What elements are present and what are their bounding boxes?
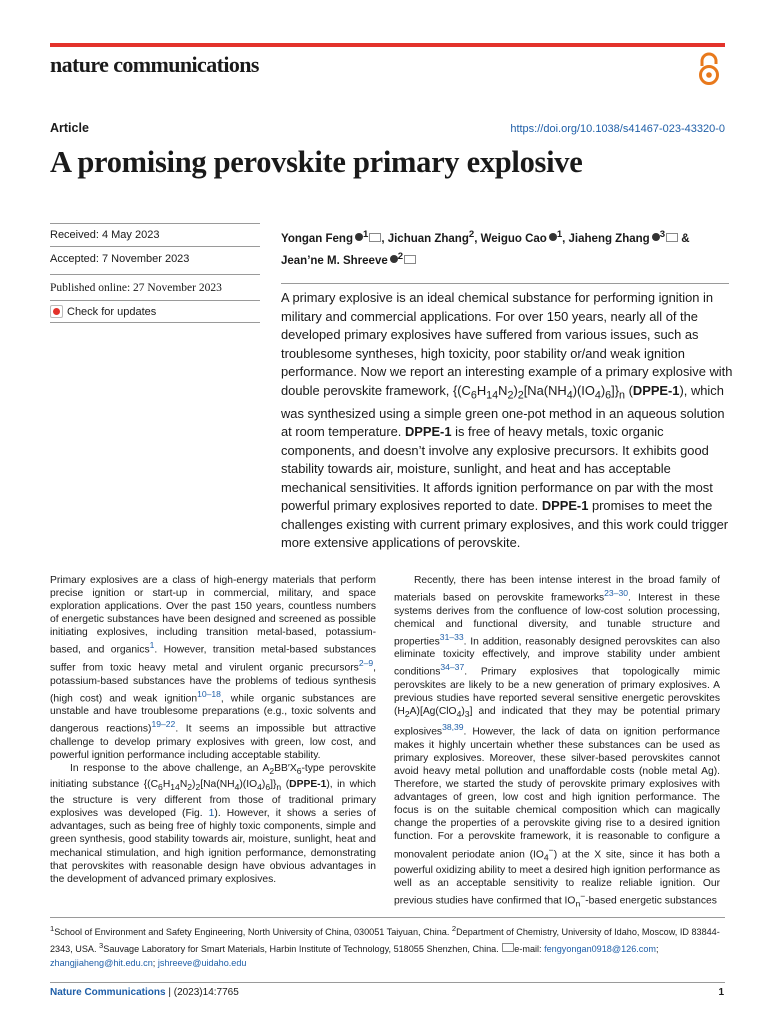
reference-link[interactable]: 19–22 [151,719,176,730]
doi-link[interactable]: https://doi.org/10.1038/s41467-023-43320-0 [510,123,725,135]
body-paragraph: In response to the above challenge, an $A_2BB'X_6$-type perovskite initiating substance $\{(C_6H_{14}N_2)_2[Na(NH_4)(IO_4)_6]\}_n$ (DPPE-1), in which the structure is very different from those of traditional primary explosives was developed (Fig. 1). However, it shows a series of advantages, such as being free of highly toxic components, simple and green synthesis, good stability towards air, moisture, sunlight, heat and mechanical stimulation, and high ignition performance, demonstrating that perovskites with reasonable design have obvious advantages in the development of advanced primary explosives. [50,762,376,885]
divider [50,917,725,918]
reference-link[interactable]: 23–30 [604,588,629,599]
orcid-icon[interactable] [652,233,660,241]
divider [50,246,260,247]
author-name[interactable]: , Weiguo Cao [474,232,547,245]
body-column-left [50,574,376,886]
orcid-icon[interactable] [549,233,557,241]
author-list: Yongan Feng $^1$ , Jichuan Zhang$^2$, Weiguo Cao $^1$, Jiaheng Zhang $^3$ & Jean’ne M. Shreeve $^2$ [281,229,690,267]
figure-link[interactable]: 1 [208,808,215,820]
footer-citation: | (2023)14:7765 [165,987,239,998]
accepted-date: Accepted: 7 November 2023 [50,253,190,265]
email-link[interactable]: zhangjiaheng@hit.edu.cn [50,958,153,969]
check-updates-icon [50,305,63,318]
page-number: 1 [718,987,724,998]
abstract: A primary explosive is an ideal chemical substance for performing ignition in military and commercial applications. For over 150 years, nearly all of the developed primary explosives have suffered from various issues, such as troublesome syntheses, high toxicity, poor stability or/and weak ignition performance. Now we report an interesting example of a primary explosive with double perovskite framework, $\{(C_6H_{14}N_2)_2[Na(NH_4)(IO_4)_6]\}_n$ (DPPE-1), which was synthesized using a simple green one-pot method in an aqueous solution at room temperature. DPPE-1 is free of heavy metals, toxic organic components, and doesn’t involve any explosive precursors. It exhibits good stability towards air, moisture, sunlight, and heat and has acceptable mechanical sensitivities. It affords ignition performance on par with the most powerful primary explosives reported to date. DPPE-1 promises to meet the challenges existing with current primary explosives, and this work could trigger more extensive applications of perovskite. [281,290,733,551]
email-link[interactable]: fengyongan0918@126.com [544,944,656,955]
email-icon[interactable] [404,255,416,264]
page-footer [50,987,239,998]
published-date: Published online: 27 November 2023 [50,282,222,294]
email-icon[interactable] [369,233,381,242]
body-paragraph: Recently, there has been intense interest in the broad family of materials based on perovskite frameworks$^{23-30}$. Interest in these systems derives from the confluence of low-cost solution processing, chemical and functional diversity, and tunable structure and properties$^{31-33}$. In addition, reasonably designed perovskites can also eliminate toxicity effectively, and improve stability under ambient conditions$^{34-37}$. Primary explosives that topologically mimic perovskites are likely to be a new generation of primary explosives. A previous studies have reported several sensitive energetic perovskites $(H_2A)[Ag(ClO_4)_3]$ and indicated that they may be potential primary explosives$^{38,39}$. However, the lack of data on ignition performance makes it highly uncertain whether these substances can be used as primary explosives. Moreover, these silver-based perovskites cannot avoid heavy metal pollution and unaffordable costs (noble metal Ag). Therefore, we started the study of perovskite primary explosives with advantages of green, low cost and high ignition performance. The focus is on the suitable chemical composition which can magically change the properties of a perovskite giving rise to a desired ignition function. For a perovskite framework, it is reasonable to configure a monovalent periodate anion $(IO_4^-)$ at the X site, since it has both a powerful oxidizing ability to meet a desired high ignition performance as well as an acceptable sensitivity to realize reliable ignition. Our previous studies have confirmed that $IO_n^-$-based energetic substances [394,575,720,909]
reference-link[interactable]: 10–18 [197,688,221,699]
author-name[interactable]: , Jichuan Zhang [381,232,469,245]
open-access-icon [696,52,722,86]
author-name[interactable]: & Jean’ne M. Shreeve [281,232,690,267]
orcid-icon[interactable] [390,255,398,263]
article-type-label: Article [50,121,89,135]
received-date: Received: 4 May 2023 [50,229,160,241]
body-paragraph: Primary explosives are a class of high-energy materials that perform precise ignition or start-up in commercial, military, and space exploration applications. Over the past 150 years, countless numbers of energetic substances have been designed and screened as possible initiating explosives, including transition metal-based, potassium-based, and organics$^1$. However, transition metal-based substances suffer from toxic heavy metal and virulent organic precursors$^{2-9}$, potassium-based substances have the problems of tedious synthesis (high cost) and weak ignition$^{10-18}$, while organic substances are unstable and have troublesome preparations (e.g., toxic solvents and dangerous reactions)$^{19-22}$. It seems an impossible but attractive challenge to develop primary explosives with green, low cost, and powerful ignition performance including acceptable stability. [50,575,376,761]
email-icon[interactable] [666,233,678,242]
reference-link[interactable]: 2–9 [358,657,374,668]
email-link[interactable]: jshreeve@uidaho.edu [157,958,247,969]
affiliations: $^1$School of Environment and Safety Engineering, North University of China, 030051 Taiyuan, China. $^2$Department of Chemistry, University of Idaho, Moscow, ID 83844-2343, USA. $^3$Sauvage Laboratory for Smart Materials, Harbin Institute of Technology, 518055 Shenzhen, China. e-mail: fengyongan0918@126.com; zhangjiaheng@hit.edu.cn; jshreeve@uidaho.edu [50,924,720,969]
check-updates-label: Check for updates [67,305,157,318]
article-title: A promising perovskite primary explosive [50,145,583,179]
divider [50,322,260,323]
body-column-right [394,574,720,911]
author-name[interactable]: Yongan Feng [281,232,353,245]
reference-link[interactable]: 1 [149,640,155,651]
journal-name: nature communications [50,52,259,77]
check-updates-button[interactable] [50,305,260,318]
reference-link[interactable]: 31–33 [439,631,464,642]
email-icon [502,943,514,952]
reference-link[interactable]: 34–37 [440,662,465,673]
footer-journal-link[interactable]: Nature Communications [50,987,166,998]
author-name[interactable]: , Jiaheng Zhang [562,232,650,245]
divider [50,982,725,983]
divider [50,274,260,275]
divider [281,283,729,284]
divider [50,223,260,224]
journal-header-bar [50,43,725,47]
orcid-icon[interactable] [355,233,363,241]
reference-link[interactable]: 38,39 [442,722,464,733]
divider [50,300,260,301]
